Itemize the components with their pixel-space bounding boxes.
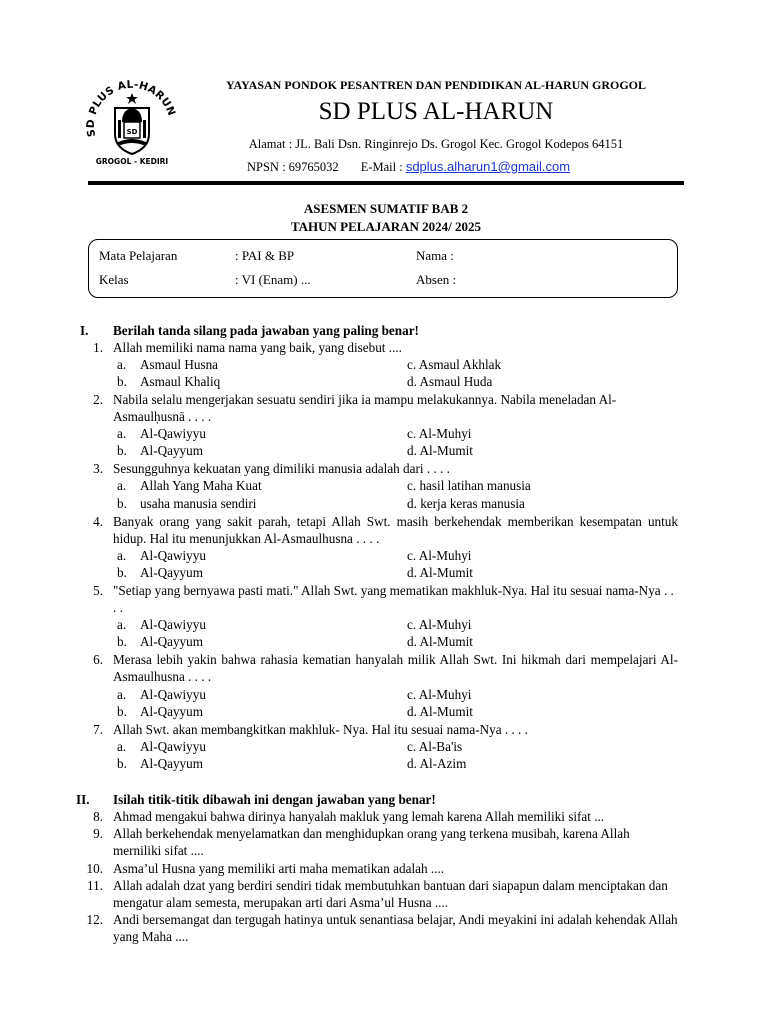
q1-option-a[interactable]: Asmaul Husna xyxy=(140,357,219,372)
q4-number: 4. xyxy=(93,514,103,529)
q6-b-letter: b. xyxy=(117,704,127,719)
section1-instruction: Berilah tanda silang pada jawaban yang paling benar! xyxy=(113,323,419,338)
q4-b-letter: b. xyxy=(117,565,127,580)
foundation-name: YAYASAN PONDOK PESANTREN DAN PENDIDIKAN AL-HARUN GROGOL xyxy=(225,78,647,92)
email-link[interactable]: sdplus.alharun1@gmail.com xyxy=(405,159,571,174)
q1-number: 1. xyxy=(93,340,103,355)
exam-year: TAHUN PELAJARAN 2024/ 2025 xyxy=(290,219,482,234)
q8-text: Ahmad mengakui bahwa dirinya hanyalah makluk yang lemah karena Allah memiliki sifat ... xyxy=(113,809,605,824)
q8-number: 8. xyxy=(93,809,103,824)
q2-option-d[interactable]: d. Al-Mumit xyxy=(407,443,473,458)
q1-option-b[interactable]: Asmaul Khaliq xyxy=(140,374,221,389)
q4-text: Banyak orang yang sakit parah, tetapi Allah Swt. masih berkehendak memberikan kesempatan untuk hidup. Hal itu menunjukkan Al-Asmaulhusna . . . . xyxy=(113,514,678,547)
q2-option-a[interactable]: Al-Qawiyyu xyxy=(140,426,206,441)
q7-option-d[interactable]: d. Al-Azim xyxy=(407,756,467,771)
q3-option-b[interactable]: usaha manusia sendiri xyxy=(140,496,257,511)
q9-number: 9. xyxy=(93,826,103,841)
q7-text: Allah Swt. akan membangkitkan makhluk- Nya. Hal itu sesuai nama-Nya . . . . xyxy=(113,722,528,737)
logo-center-text: SD xyxy=(126,128,138,136)
contact-line xyxy=(247,159,570,175)
q7-a-letter: a. xyxy=(117,739,127,754)
q2-a-letter: a. xyxy=(117,426,127,441)
logo-bottom-text: GROGOL - KEDIRI xyxy=(95,157,169,166)
q7-option-c[interactable]: c. Al-Ba'is xyxy=(407,739,463,754)
school-name: SD PLUS AL-HARUN xyxy=(318,98,554,125)
q4-option-d[interactable]: d. Al-Mumit xyxy=(407,565,473,580)
section1-roman: I. xyxy=(80,323,89,338)
npsn: NPSN : 69765032 xyxy=(247,160,339,174)
email-label: E-Mail : xyxy=(360,160,406,174)
q5-option-c[interactable]: c. Al-Muhyi xyxy=(407,617,472,632)
q7-b-letter: b. xyxy=(117,756,127,771)
subject-value: : PAI & BP xyxy=(235,248,295,263)
q5-text: "Setiap yang bernyawa pasti mati." Allah Swt. yang mematikan makhluk-Nya. Hal itu sesuai nama-Nya . . . . xyxy=(113,583,674,616)
q4-option-a[interactable]: Al-Qawiyyu xyxy=(140,548,206,563)
q2-option-c[interactable]: c. Al-Muhyi xyxy=(407,426,472,441)
q2-option-b[interactable]: Al-Qayyum xyxy=(140,443,203,458)
q3-text: Sesungguhnya kekuatan yang dimiliki manusia adalah dari . . . . xyxy=(113,461,450,476)
q1-a-letter: a. xyxy=(117,357,127,372)
student-info-box xyxy=(88,239,678,298)
q2-b-letter: b. xyxy=(117,443,127,458)
q1-text: Allah memiliki nama nama yang baik, yang disebut .... xyxy=(113,340,402,355)
name-label[interactable]: Nama : xyxy=(416,248,454,263)
q6-option-a[interactable]: Al-Qawiyyu xyxy=(140,687,206,702)
q6-text: Merasa lebih yakin bahwa rahasia kematian hanyalah milik Allah Swt. Ini hikmah dari mempelajari Al-Asmaulhusna . . . . xyxy=(113,652,678,685)
q2-text: Nabila selalu mengerjakan sesuatu sendiri jika ia mampu melakukannya. Nabila meneladan Al-Asmaulḥusnā . . . . xyxy=(113,392,617,425)
q7-option-a[interactable]: Al-Qawiyyu xyxy=(140,739,206,754)
school-logo xyxy=(82,76,182,176)
q9-text: Allah berkehendak menyelamatkan dan menghidupkan orang yang terkena musibah, karena Allah merniliki sifat .... xyxy=(113,826,630,859)
q5-option-b[interactable]: Al-Qayyum xyxy=(140,634,203,649)
q3-number: 3. xyxy=(93,461,103,476)
q3-option-d[interactable]: d. kerja keras manusia xyxy=(407,496,525,511)
section2-instruction: Isilah titik-titik dibawah ini dengan jawaban yang benar! xyxy=(113,792,436,807)
exam-title: ASESMEN SUMATIF BAB 2 xyxy=(303,201,469,216)
q5-option-a[interactable]: Al-Qawiyyu xyxy=(140,617,206,632)
section2-roman: II. xyxy=(76,792,90,807)
q3-option-a[interactable]: Allah Yang Maha Kuat xyxy=(140,478,262,493)
q3-option-c[interactable]: c. hasil latihan manusia xyxy=(407,478,531,493)
q6-number: 6. xyxy=(93,652,103,667)
logo-ring-text: SD PLUS AL-HARUN xyxy=(84,78,178,138)
q5-number: 5. xyxy=(93,583,103,598)
q4-a-letter: a. xyxy=(117,548,127,563)
q12-text: Andi bersemangat dan tergugah hatinya untuk senantiasa belajar, Andi meyakini ini adalah kehendak Allah yang Maha .... xyxy=(113,912,678,945)
q1-option-c[interactable]: c. Asmaul Akhlak xyxy=(407,357,502,372)
subject-label: Mata Pelajaran xyxy=(99,248,178,263)
q1-b-letter: b. xyxy=(117,374,127,389)
q6-option-c[interactable]: c. Al-Muhyi xyxy=(407,687,472,702)
q4-option-c[interactable]: c. Al-Muhyi xyxy=(407,548,472,563)
q10-number: 10. xyxy=(86,861,103,876)
q1-option-d[interactable]: d. Asmaul Huda xyxy=(407,374,493,389)
q3-a-letter: a. xyxy=(117,478,127,493)
q6-option-b[interactable]: Al-Qayyum xyxy=(140,704,203,719)
q4-option-b[interactable]: Al-Qayyum xyxy=(140,565,203,580)
q10-text: Asma’ul Husna yang memiliki arti maha mematikan adalah .... xyxy=(113,861,445,876)
absen-label[interactable]: Absen : xyxy=(416,272,457,287)
q6-option-d[interactable]: d. Al-Mumit xyxy=(407,704,473,719)
header-divider xyxy=(88,181,684,185)
q11-number: 11. xyxy=(87,878,103,893)
q11-text: Allah adalah dzat yang berdiri sendiri tidak membutuhkan bantuan dari siapapun dalam menciptakan dan mengatur alam semesta, merupakan arti dari Asma’ul Husna .... xyxy=(113,878,668,911)
q12-number: 12. xyxy=(86,912,103,927)
q3-b-letter: b. xyxy=(117,496,127,511)
q5-option-d[interactable]: d. Al-Mumit xyxy=(407,634,473,649)
q7-option-b[interactable]: Al-Qayyum xyxy=(140,756,203,771)
q2-number: 2. xyxy=(93,392,103,407)
q6-a-letter: a. xyxy=(117,687,127,702)
class-value: : VI (Enam) ... xyxy=(235,272,311,287)
q5-a-letter: a. xyxy=(117,617,127,632)
q5-b-letter: b. xyxy=(117,634,127,649)
school-address: Alamat : JL. Bali Dsn. Ringinrejo Ds. Grogol Kec. Grogol Kodepos 64151 xyxy=(248,137,624,151)
q7-number: 7. xyxy=(93,722,103,737)
class-label: Kelas xyxy=(99,272,129,287)
